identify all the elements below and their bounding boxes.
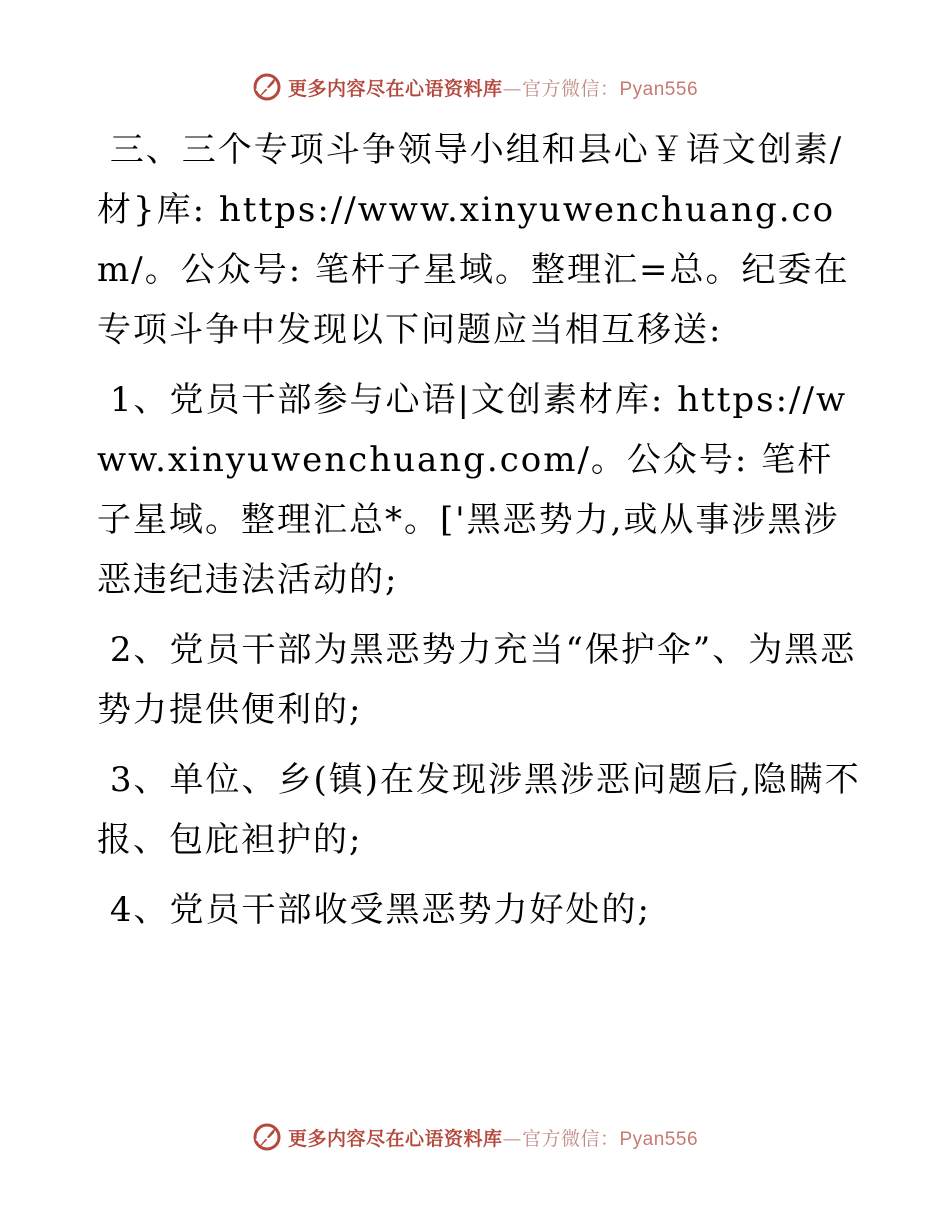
footer-dash: — <box>502 1127 522 1150</box>
paragraph-item-2: 2、党员干部为黑恶势力充当“保护伞”、为黑恶势力提供便利的; <box>97 630 857 730</box>
header-wechat-id: Pyan556 <box>619 78 699 100</box>
header-dash: — <box>502 77 522 100</box>
footer-wechat-label: 官方微信： <box>521 1127 620 1150</box>
paragraph-item-3: 3、单位、乡(镇)在发现涉黑涉恶问题后,隐瞒不报、包庇袒护的; <box>97 760 861 860</box>
footer-wechat-id: Pyan556 <box>619 1128 699 1150</box>
footer-text <box>288 1124 698 1151</box>
header-site-text: 更多内容尽在心语资料库 <box>287 77 503 100</box>
quill-pen-logo-icon <box>252 72 282 102</box>
paragraph-item-4: 4、党员干部收受黑恶势力好处的; <box>97 890 651 930</box>
header-wechat-label: 官方微信： <box>521 77 620 100</box>
footer-site-text: 更多内容尽在心语资料库 <box>287 1127 503 1150</box>
footer-banner <box>0 1122 950 1152</box>
document-body <box>97 120 867 940</box>
header-banner <box>0 72 950 102</box>
header-text <box>288 74 698 101</box>
paragraph-item-1: 1、党员干部参与心语|文创素材库: https://www.xinyuwenchuang.com/。公众号: 笔杆子星域。整理汇总*。['黑恶势力,或从事涉黑涉恶违纪违法活动的; <box>97 380 848 600</box>
quill-pen-logo-icon <box>252 1122 282 1152</box>
paragraph-intro: 三、三个专项斗争领导小组和县心￥语文创素/材}库: https://www.xinyuwenchuang.com/。公众号: 笔杆子星域。整理汇=总。纪委在专项斗争中发现以下问题应当相互移送: <box>97 130 850 350</box>
